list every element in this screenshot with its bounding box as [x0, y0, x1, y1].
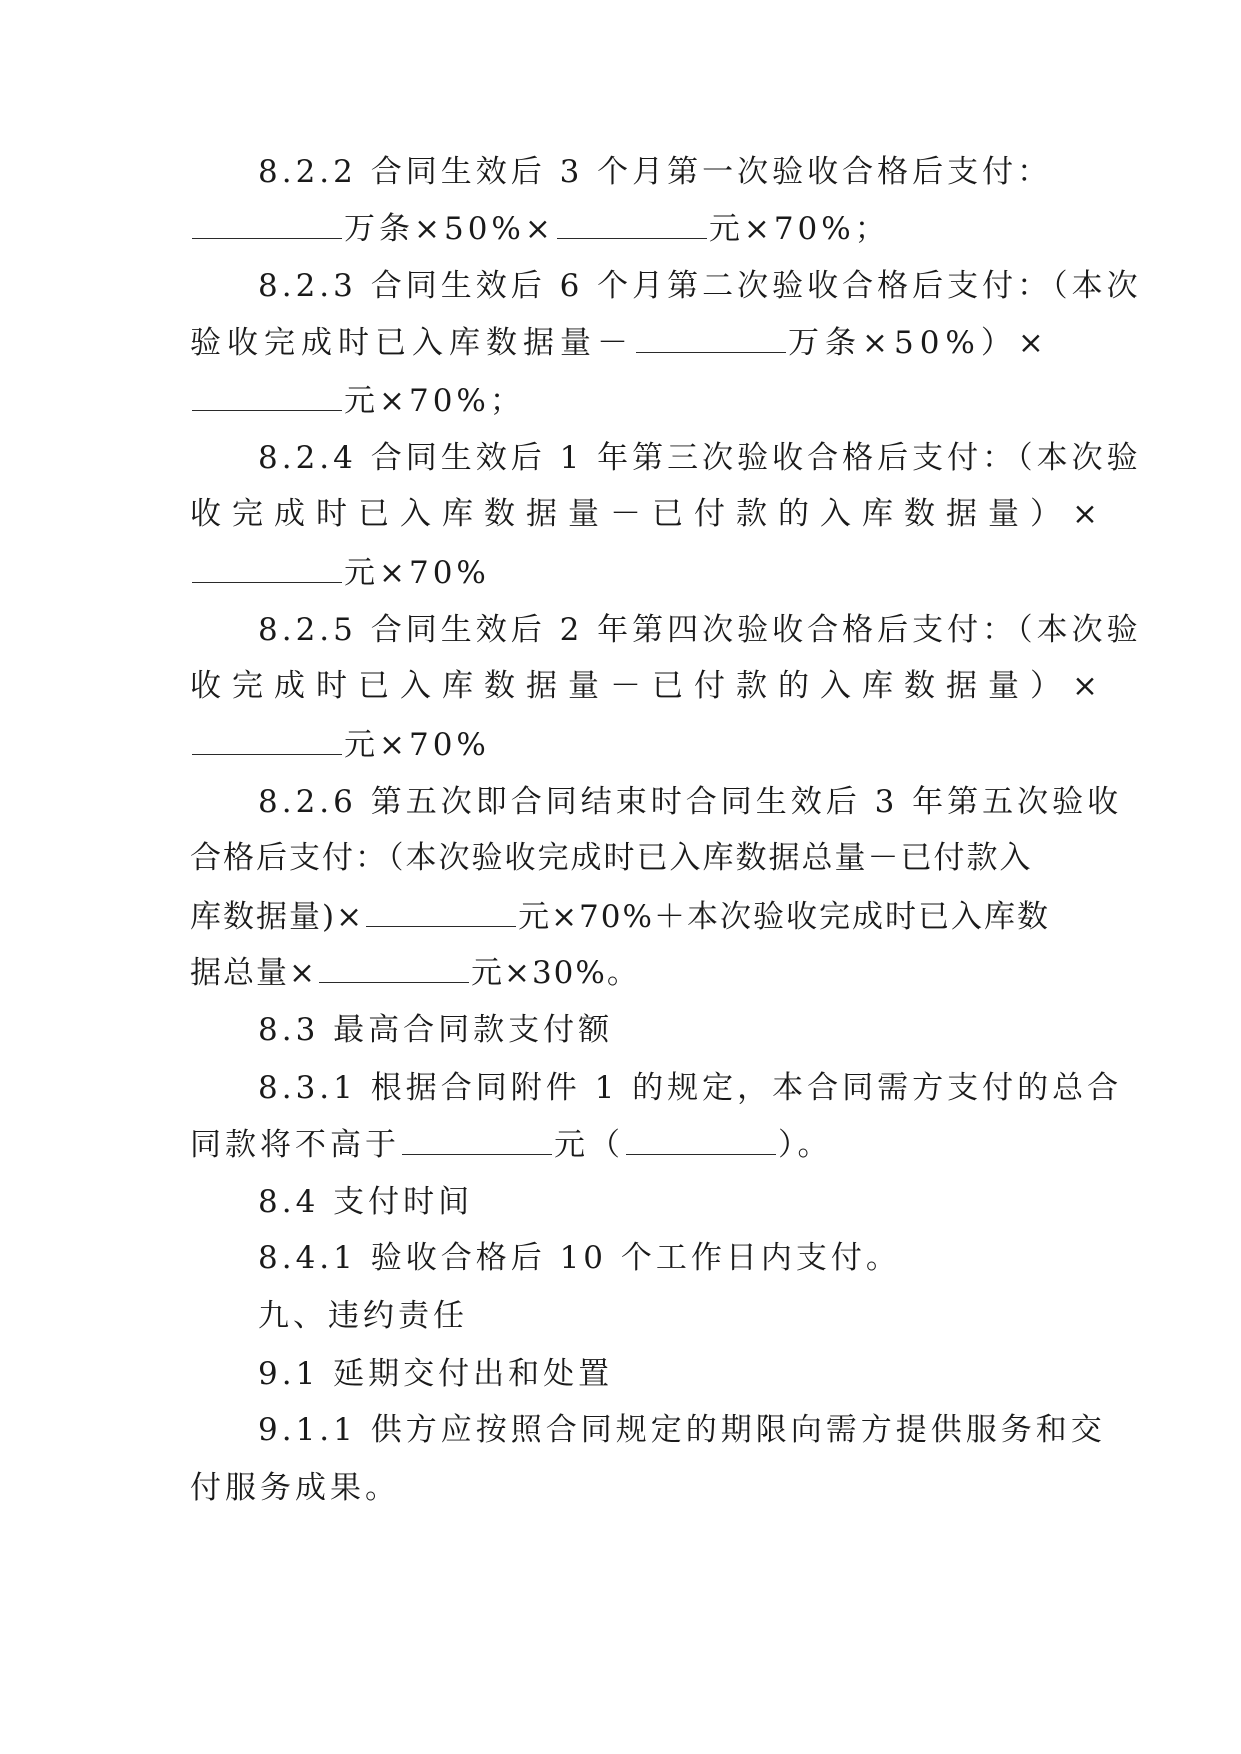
blank-field: [366, 896, 516, 927]
clause-8-2-2-line-2: [190, 208, 890, 248]
blank-field: [557, 208, 707, 239]
section-heading: 9.1 延期交付出和处置: [258, 1356, 614, 1392]
clause-8-2-6-line-2: [190, 838, 1033, 878]
clause-text: 收完成时已入库数据量－已付款的入库数据量）×: [190, 668, 1109, 704]
clause-text: 元×70%: [344, 555, 490, 591]
blank-field: [192, 208, 342, 239]
clause-8-2-6-line-3: [190, 896, 1050, 936]
section-heading: 8.3 最高合同款支付额: [258, 1012, 614, 1048]
clause-text: 库数据量)×: [190, 899, 365, 935]
section-8-4-heading: [258, 1182, 473, 1222]
blank-field: [636, 322, 786, 353]
clause-8-2-2-line-1: [258, 152, 1052, 192]
clause-8-4-1: [258, 1238, 901, 1278]
clause-text: 元×30%。: [470, 955, 640, 991]
chapter-heading: 九、违约责任: [258, 1298, 468, 1334]
clause-8-2-5-line-2: [190, 666, 1109, 706]
clause-text: 元×70%: [344, 727, 490, 763]
clause-text: 8.4.1 验收合格后 10 个工作日内支付。: [258, 1240, 901, 1276]
clause-text: 8.2.5 合同生效后 2 年第四次验收合格后支付：（本次验: [258, 612, 1142, 648]
section-8-3-heading: [258, 1010, 613, 1050]
blank-field: [192, 724, 342, 755]
blank-field: [402, 1124, 552, 1155]
clause-8-2-6-line-1: [258, 782, 1122, 822]
clause-8-2-5-line-1: [258, 610, 1142, 650]
clause-text: 9.1.1 供方应按照合同规定的期限向需方提供服务和交: [258, 1412, 1106, 1448]
clause-text: 8.2.4 合同生效后 1 年第三次验收合格后支付：（本次验: [258, 440, 1142, 476]
clause-text: 8.2.6 第五次即合同结束时合同生效后 3 年第五次验收: [258, 784, 1123, 820]
section-heading: 8.4 支付时间: [258, 1184, 474, 1220]
clause-8-2-4-line-2: [190, 494, 1109, 534]
clause-8-2-4-line-3: [190, 552, 490, 592]
clause-8-2-6-line-4: [190, 952, 640, 992]
clause-8-2-5-line-3: [190, 724, 490, 764]
clause-9-1-1-line-1: [258, 1410, 1106, 1450]
clause-text: 万条×50%）×: [788, 325, 1050, 361]
clause-text: 验收完成时已入库数据量－: [190, 325, 634, 361]
blank-field: [192, 380, 342, 411]
clause-text: 8.2.3 合同生效后 6 个月第二次验收合格后支付：（本次: [258, 268, 1142, 304]
clause-text: ）。: [778, 1127, 833, 1163]
clause-text: 元×70%；: [344, 383, 525, 419]
clause-text: 元×70%＋本次验收完成时已入库数: [518, 899, 1050, 935]
clause-8-2-3-line-1: [258, 266, 1142, 306]
chapter-9-heading: [258, 1296, 468, 1336]
clause-8-2-3-line-3: [190, 380, 525, 420]
clause-text: 据总量×: [190, 955, 317, 991]
clause-text: 同款将不高于: [190, 1127, 400, 1163]
clause-text: 元×70%；: [708, 211, 890, 247]
blank-field: [192, 552, 342, 583]
blank-field: [319, 952, 469, 983]
clause-text: 8.2.2 合同生效后 3 个月第一次验收合格后支付：: [258, 154, 1053, 190]
clause-text: 万条×50%×: [344, 211, 555, 247]
clause-9-1-1-line-2: [190, 1468, 400, 1508]
clause-8-3-1-line-1: [258, 1068, 1122, 1108]
clause-text: 收完成时已入库数据量－已付款的入库数据量）×: [190, 496, 1109, 532]
blank-field: [626, 1124, 776, 1155]
clause-text: 元（: [554, 1127, 624, 1163]
clause-8-2-3-line-2: [190, 322, 1050, 362]
clause-text: 合格后支付：（本次验收完成时已入库数据总量－已付款入: [190, 840, 1033, 876]
clause-text: 8.3.1 根据合同附件 1 的规定，本合同需方支付的总合: [258, 1070, 1123, 1106]
section-9-1-heading: [258, 1354, 613, 1394]
clause-8-2-4-line-1: [258, 438, 1142, 478]
clause-8-3-1-line-2: [190, 1124, 833, 1164]
clause-text: 付服务成果。: [190, 1470, 400, 1506]
